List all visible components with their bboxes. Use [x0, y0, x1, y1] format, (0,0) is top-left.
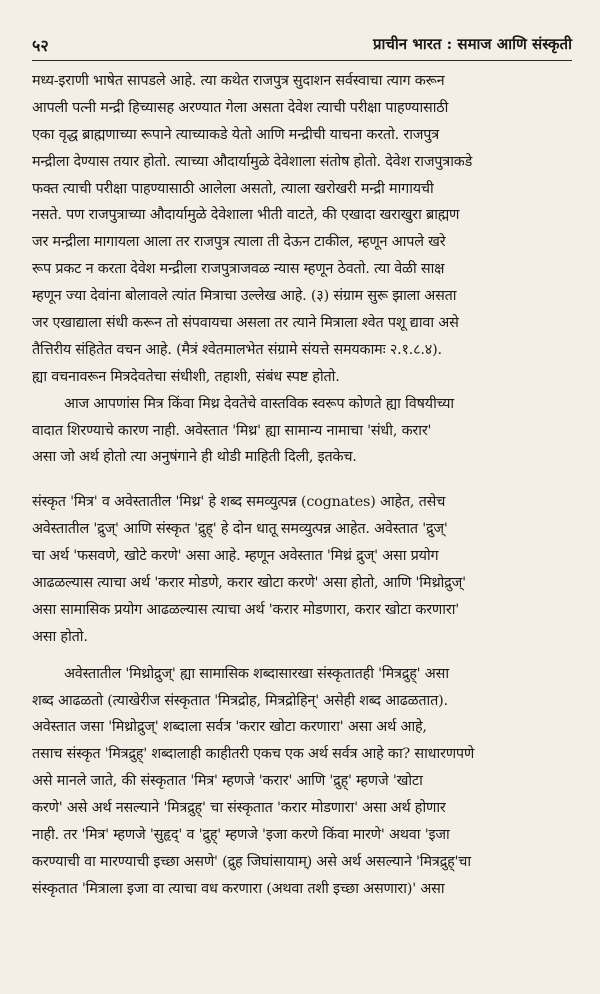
- page-body: [32, 68, 580, 903]
- text-line: करणे' असे अर्थ नसल्याने 'मित्रद्रुह्' चा संस्कृतात 'करार मोडणारा' असा अर्थ होणार: [32, 800, 446, 817]
- text-line: आपली पत्नी मन्द्री हिच्यासह अरण्यात गेला असता देवेश त्याची परीक्षा पाहण्यासाठी: [32, 99, 449, 116]
- text-line: रूप प्रकट न करता देवेश मन्द्रीला राजपुत्राजवळ न्यास म्हणून ठेवतो. त्या वेळी साक्ष: [32, 261, 445, 278]
- text-line: असा जो अर्थ होतो त्या अनुषंगाने ही थोडी माहिती दिली, इतकेच.: [32, 449, 357, 466]
- text-line: जर एखाद्याला संधी करून तो संपवायचा असला तर त्याने मित्राला श्वेत पशू द्यावा असे: [32, 315, 459, 332]
- paragraph: [32, 661, 580, 903]
- text-line: असा सामासिक प्रयोग आढळल्यास त्याचा अर्थ 'करार मोडणारा, करार खोटा करणारा': [32, 601, 460, 618]
- text-line: संस्कृत 'मित्र' व अवेस्तातील 'मिथ्र' हे शब्द समव्युत्पन्न (cognates) आहेत, तसेच: [32, 494, 446, 511]
- text-line: वादात शिरण्याचे कारण नाही. अवेस्तात 'मिथ्र' ह्या सामान्य नामाचा 'संधी, करार': [32, 422, 432, 439]
- text-line: नसते. पण राजपुत्राच्या औदार्यामुळे देवेशाला भीती वाटते, की एखादा खराखुरा ब्राह्मण: [32, 207, 460, 224]
- text-line: ह्या वचनावरून मित्रदेवतेचा संधीशी, तहाशी, संबंध स्पष्ट होतो.: [32, 368, 340, 385]
- text-line: फक्त त्याची परीक्षा पाहण्यासाठी आलेला असतो, त्याला खरोखरी मन्द्री मागायची: [32, 180, 434, 197]
- paragraph: [32, 489, 580, 650]
- text-line: नाही. तर 'मित्र' म्हणजे 'सुहृद्' व 'द्रुह्' म्हणजे 'इजा करणे किंवा मारणे' अथवा 'इजा: [32, 827, 450, 844]
- text-line: म्हणून ज्या देवांना बोलावले त्यांत मित्राचा उल्लेख आहे. (३) संग्राम सुरू झाला असता: [32, 288, 457, 305]
- text-line: तैत्तिरीय संहितेत वचन आहे. (मैत्रं श्वेतमालभेत संग्रामे संयत्ते समयकामः २.१.८.४).: [32, 341, 442, 358]
- text-line: अवेस्तातील 'मिथ्रोद्रुज्' ह्या सामासिक शब्दासारखा संस्कृतातही 'मित्रद्रुह्' असा: [64, 665, 449, 682]
- text-line: असे मानले जाते, की संस्कृतात 'मित्र' म्हणजे 'करार' आणि 'द्रुह्' म्हणजे 'खोटा: [32, 773, 423, 790]
- paragraph-gap: [32, 471, 580, 489]
- text-line: शब्द आढळतो (त्याखेरीज संस्कृतात 'मित्रद्रोह, मित्रद्रोहिन्' असेही शब्द आढळतात).: [32, 692, 448, 709]
- page-header: [32, 34, 572, 61]
- text-line: एका वृद्ध ब्राह्मणाच्या रूपाने त्याच्याकडे येतो आणि मन्द्रीची याचना करतो. राजपुत्र: [32, 126, 439, 143]
- paragraph-gap: [32, 651, 580, 661]
- paragraph: [32, 68, 580, 391]
- text-line: जर मन्द्रीला मागायला आला तर राजपुत्र त्याला ती देऊन टाकील, म्हणून आपले खरे: [32, 234, 446, 251]
- text-line: आढळल्यास त्याचा अर्थ 'करार मोडणे, करार खोटा करणे' असा होतो, आणि 'मिथ्रोद्रुज्': [32, 575, 466, 592]
- text-line: मन्द्रीला देण्यास तयार होतो. त्याच्या औदार्यामुळे देवेशाला संतोष होतो. देवेश राजपुत्राकडे: [32, 153, 473, 170]
- text-line: करण्याची वा मारण्याची इच्छा असणे' (द्रुह जिघांसायाम्) असे अर्थ असल्याने 'मित्रद्रुह्'चा: [32, 853, 471, 870]
- text-line: अवेस्तात जसा 'मिथ्रोद्रुज्' शब्दाला सर्वत्र 'करार खोटा करणारा' असा अर्थ आहे,: [32, 719, 427, 736]
- text-line: आज आपणांस मित्र किंवा मिथ्र देवतेचे वास्तविक स्वरूप कोणते ह्या विषयीच्या: [64, 395, 454, 412]
- running-title: प्राचीन भारत : समाज आणि संस्कृती: [372, 35, 572, 53]
- text-line: अवेस्तातील 'द्रुज्' आणि संस्कृत 'द्रुह्' हे दोन धातू समव्युत्पन्न आहेत. अवेस्तात 'द्रुज्': [32, 521, 448, 538]
- text-line: संस्कृतात 'मित्राला इजा वा त्याचा वध करणारा (अथवा तशी इच्छा असणारा)' असा: [32, 880, 445, 897]
- text-line: मध्य-इराणी भाषेत सापडले आहे. त्या कथेत राजपुत्र सुदाशन सर्वस्वाचा त्याग करून: [32, 73, 445, 89]
- text-line: तसाच संस्कृत 'मित्रद्रुह्' शब्दालाही काहीतरी एकच एक अर्थ सर्वत्र आहे का? साधारणपणे: [32, 746, 475, 763]
- page-number: ५२: [32, 36, 49, 55]
- paragraph: [32, 391, 580, 472]
- text-line: असा होतो.: [32, 628, 88, 645]
- text-line: चा अर्थ 'फसवणे, खोटे करणे' असा आहे. म्हणून अवेस्तात 'मिथ्रं द्रुज्' असा प्रयोग: [32, 548, 439, 565]
